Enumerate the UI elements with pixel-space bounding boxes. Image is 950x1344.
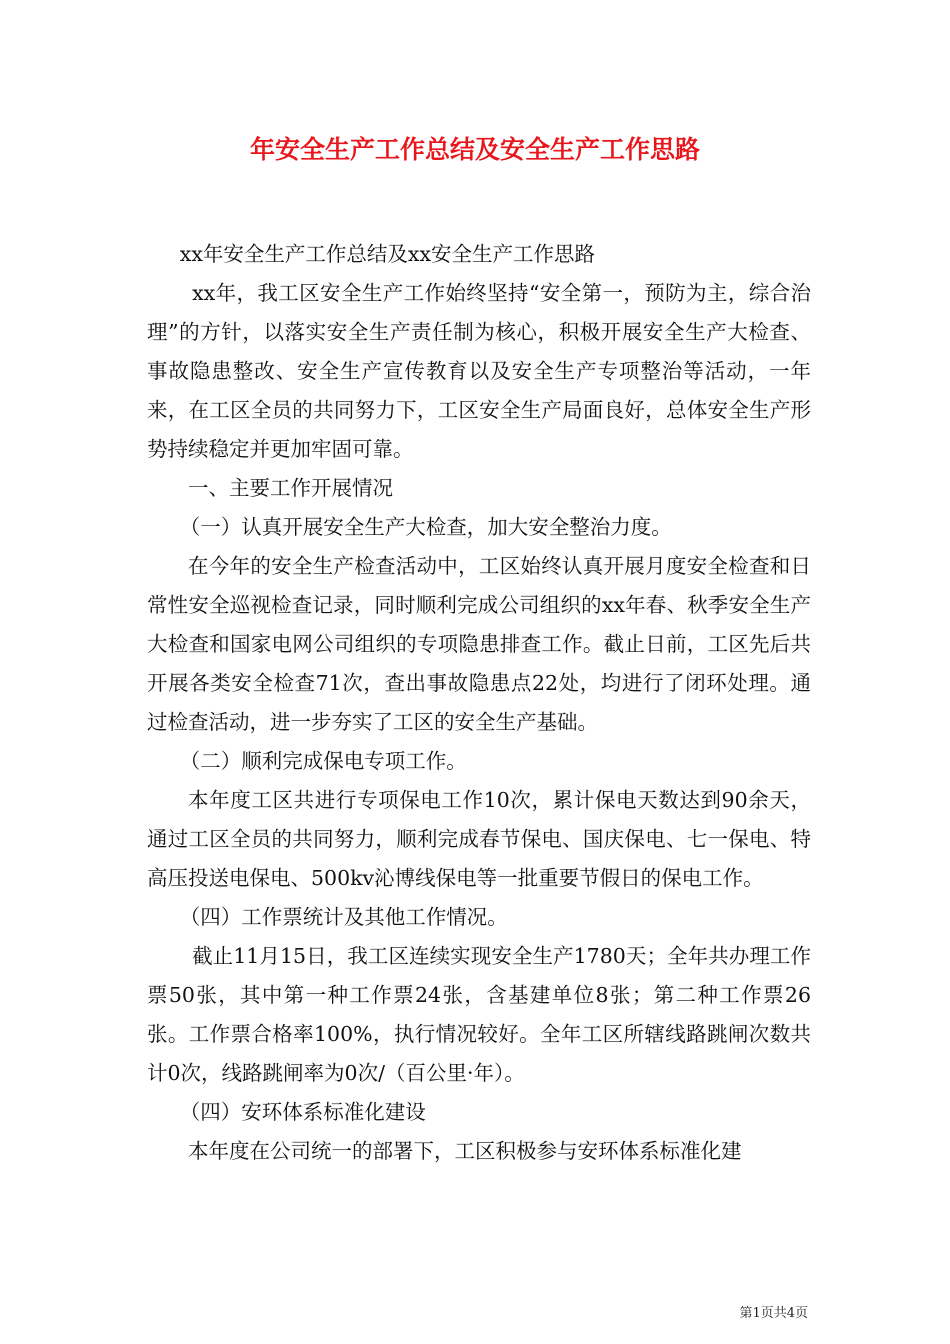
document-title: 年安全生产工作总结及安全生产工作思路	[249, 135, 700, 164]
paragraph-inspection: 在今年的安全生产检查活动中，工区始终认真开展月度安全检查和日常性安全巡视检查记录，同时顺利完成公司组织的xx年春、秋季安全生产大检查和国家电网公司组织的专项隐患排查工作。截止日前，工区先后共开展各类安全检查71次，查出事故隐患点22处，均进行了闭环处理。通过检查活动，进一步夯实了工区的安全生产基础。	[147, 554, 811, 734]
subsection-heading-2: （二）顺利完成保电专项工作。	[179, 749, 467, 773]
subsection-heading-4: （四）安环体系标准化建设	[179, 1100, 426, 1124]
subsection-heading-3: （四）工作票统计及其他工作情况。	[179, 905, 508, 929]
paragraph-subtitle: xx年安全生产工作总结及xx安全生产工作思路	[179, 242, 596, 266]
paragraph-work-tickets: 截止11月15日，我工区连续实现安全生产1780天；全年共办理工作票50张，其中第一种工作票24张，含基建单位8张；第二种工作票26张。工作票合格率100%，执行情况较好。全年工区所辖线路跳闸次数共计0次，线路跳闸率为0次/（百公里·年）。	[147, 944, 811, 1085]
subsection-heading-1: （一）认真开展安全生产大检查，加大安全整治力度。	[179, 515, 672, 539]
paragraph-intro: xx年，我工区安全生产工作始终坚持“安全第一，预防为主，综合治理”的方针，以落实安全生产责任制为核心，积极开展安全生产大检查、事故隐患整改、安全生产宣传教育以及安全生产专项整治等活动，一年来，在工区全员的共同努力下，工区安全生产局面良好，总体安全生产形势持续稳定并更加牢固可靠。	[147, 281, 811, 461]
paragraph-standardization: 本年度在公司统一的部署下，工区积极参与安环体系标准化建	[188, 1139, 742, 1163]
paragraph-power-guarantee: 本年度工区共进行专项保电工作10次，累计保电天数达到90余天，通过工区全员的共同努力，顺利完成春节保电、国庆保电、七一保电、特高压投送电保电、500kv沁博线保电等一批重要节假日的保电工作。	[147, 788, 811, 890]
section-heading-1: 一、主要工作开展情况	[188, 476, 393, 500]
document-body	[147, 235, 811, 1171]
page-number: 第1页共4页	[739, 1306, 808, 1321]
